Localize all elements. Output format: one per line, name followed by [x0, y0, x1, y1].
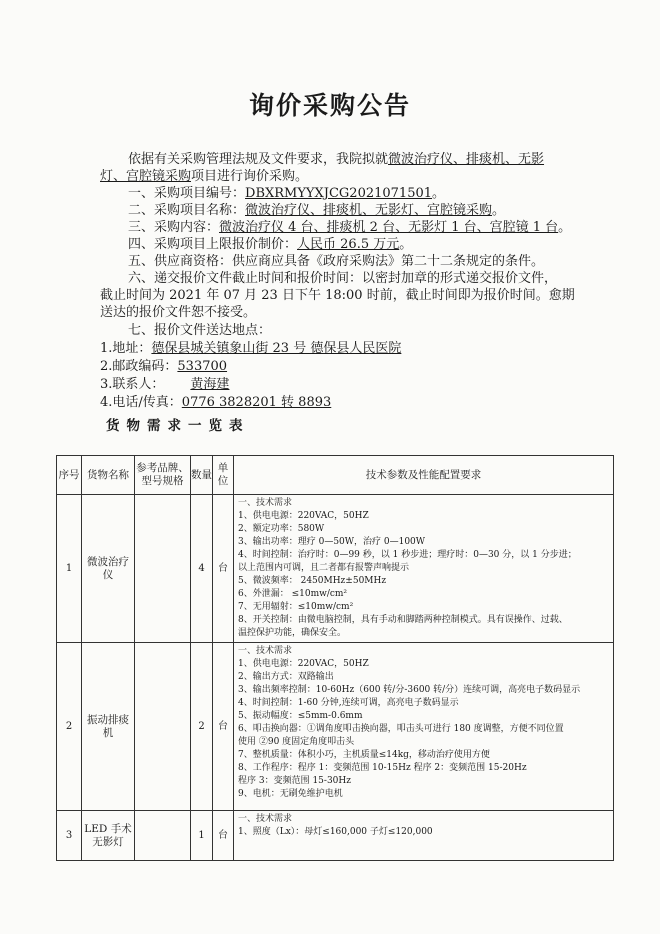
spec-line: 程序 3：变频范围 15-30Hz — [238, 776, 351, 786]
spec-line: 4、时间控制：治疗时：0—99 秒，以 1 秒步进；理疗时：0—30 分，以 1 分步进； — [238, 550, 577, 560]
item-label: 二、采购项目名称： — [128, 203, 246, 218]
row-unit: 台 — [213, 643, 234, 811]
item-supplier-qualification: 五、供应商资格：供应商应具备《政府采购法》第二十二条规定的条件。 — [128, 254, 545, 269]
zip-label: 2.邮政编码： — [100, 359, 178, 374]
phone-label: 4.电话/传真： — [100, 395, 182, 410]
spec-line: 一、技术需求 — [238, 814, 293, 824]
table-header-row — [57, 456, 614, 495]
intro-suffix: 项目进行询价采购。 — [191, 169, 309, 184]
row-spec — [234, 495, 614, 643]
spec-line: 6、外泄漏： ≤10mw/cm² — [238, 589, 348, 599]
header-qty: 数量 — [191, 456, 213, 495]
row-spec — [234, 643, 614, 811]
spec-line: 一、技术需求 — [238, 646, 293, 656]
spec-line: 一、技术需求 — [238, 498, 293, 508]
row-brand — [135, 811, 191, 861]
spec-line: 1、照度（Lx）：母灯≤160,000 子灯≤120,000 — [238, 827, 433, 837]
header-name: 货物名称 — [82, 456, 135, 495]
row-name: 振动排痰机 — [82, 643, 135, 811]
item-end: 。 — [399, 237, 413, 252]
header-seq: 序号 — [57, 456, 82, 495]
price-limit: 人民币 26.5 万元 — [297, 237, 400, 252]
item-label: 三、采购内容： — [128, 220, 220, 235]
item-deadline-line-1: 六、递交报价文件截止时间和报价时间：以密封加章的形式递交报价文件， — [128, 271, 558, 286]
project-name-part-2: 灯、宫腔镜采购 — [100, 169, 192, 184]
spec-line: 9、电机：无刷免维护电机 — [238, 789, 343, 799]
table-row — [57, 811, 614, 861]
row-seq: 2 — [57, 643, 82, 811]
spec-line: 7、整机质量：体积小巧，主机质量≤14kg，移动治疗使用方便 — [238, 750, 490, 760]
project-number: DBXRMYYXJCG2021071501 — [245, 186, 433, 201]
item-end: 。 — [432, 186, 446, 201]
header-spec: 技术参数及性能配置要求 — [234, 456, 614, 495]
row-qty: 1 — [191, 811, 213, 861]
row-brand — [135, 495, 191, 643]
spec-line: 3、输出功率：理疗 0—50W，治疗 0—100W — [238, 537, 426, 547]
row-seq: 3 — [57, 811, 82, 861]
row-unit: 台 — [213, 495, 234, 643]
item-label: 一、采购项目编号： — [128, 186, 246, 201]
phone-value: 0776 3828201 转 8893 — [181, 395, 332, 410]
contact-value: 黄海建 — [190, 377, 230, 392]
spec-line: 8、工作程序：程序 1：变频范围 10-15Hz 程序 2：变频范围 15-20Hz — [238, 763, 527, 773]
address-value: 德保县城关镇象山街 23 号 德保县人民医院 — [151, 341, 402, 356]
row-unit: 台 — [213, 811, 234, 861]
item-delivery-location: 七、报价文件送达地点： — [128, 323, 272, 338]
intro-prefix: 依据有关采购管理法规及文件要求，我院拟就 — [128, 152, 389, 167]
row-brand — [135, 643, 191, 811]
table-row — [57, 643, 614, 811]
spec-line: 8、开关控制：由微电脑控制，具有手动和脚踏两种控制模式。具有误操作、过载、 — [238, 615, 568, 625]
contact-label: 3.联系人： — [100, 377, 165, 392]
procurement-content: 微波治疗仪 4 台、排痰机 2 台、无影灯 1 台、宫腔镜 1 台 — [219, 220, 559, 235]
zip-value: 533700 — [177, 359, 228, 374]
contact-line — [100, 375, 229, 394]
spec-line: 2、输出方式：双路输出 — [238, 672, 334, 682]
project-name-part-1: 微波治疗仪、排痰机、无影 — [388, 152, 545, 167]
spec-line: 5、振动幅度：≤5mm-0.6mm — [238, 711, 363, 721]
row-qty: 4 — [191, 495, 213, 643]
spec-line: 3、输出频率控制：10-60Hz（600 转/分-3600 转/分）连续可调，高亮电子数码显示 — [238, 685, 581, 695]
spec-line: 1、供电电源：220VAC，50HZ — [238, 511, 369, 521]
item-label: 四、采购项目上限报价制价： — [128, 237, 298, 252]
item-deadline-line-3: 送达的报价文件恕不接受。 — [100, 305, 257, 320]
spec-line: 6、叩击换向器：①调角度叩击换向器，叩击头可进行 180 度调整，方便不同位置 — [238, 724, 564, 734]
address-label: 1.地址： — [100, 341, 152, 356]
address-line — [100, 339, 401, 358]
row-name: LED 手术无影灯 — [82, 811, 135, 861]
row-name: 微波治疗仪 — [82, 495, 135, 643]
item-deadline-line-2: 截止时间为 2021 年 07 月 23 日下午 18:00 时前，截止时间即为报价时间。愈期 — [100, 288, 575, 303]
row-spec — [234, 811, 614, 861]
spec-line: 使用 ②90 度固定角度叩击头 — [238, 737, 355, 747]
header-brand: 参考品牌、型号规格 — [135, 456, 191, 495]
goods-requirements-table — [56, 455, 614, 861]
spec-line: 4、时间控制：1-60 分钟,连续可调，高亮电子数码显示 — [238, 698, 459, 708]
item-end: 。 — [492, 203, 506, 218]
header-unit: 单位 — [213, 456, 234, 495]
project-name: 微波治疗仪、排痰机、无影灯、宫腔镜采购 — [245, 203, 493, 218]
spec-line: 温控保护功能，确保安全。 — [238, 628, 347, 638]
table-row — [57, 495, 614, 643]
spec-line: 5、微波频率： 2450MHz±50MHz — [238, 576, 387, 586]
spec-line: 1、供电电源：220VAC，50HZ — [238, 659, 369, 669]
page-title: 询价采购公告 — [248, 91, 411, 120]
spec-line: 2、额定功率：580W — [238, 524, 325, 534]
row-seq: 1 — [57, 495, 82, 643]
spec-line: 7、无用辐射：≤10mw/cm² — [238, 602, 354, 612]
zip-line — [100, 357, 227, 376]
item-end: 。 — [558, 220, 572, 235]
row-qty: 2 — [191, 643, 213, 811]
section-title: 货物需求一览表 — [106, 418, 250, 434]
phone-line — [100, 393, 331, 412]
spec-line: 以上范围内可调，且二者都有报警声响提示 — [238, 563, 410, 573]
